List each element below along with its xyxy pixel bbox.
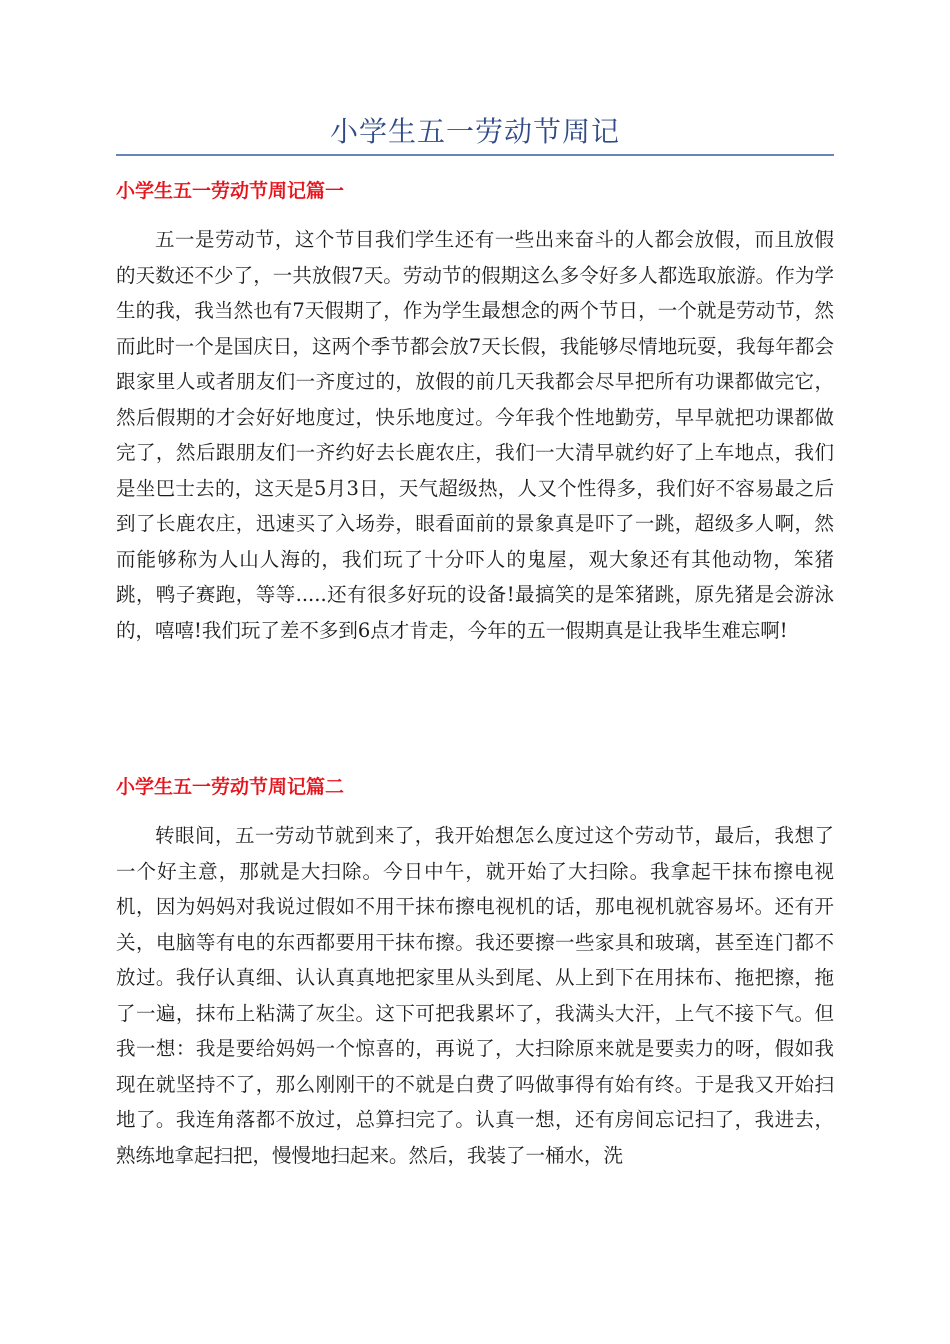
section-paragraph-2: 转眼间，五一劳动节就到来了，我开始想怎么度过这个劳动节，最后，我想了一个好主意，那就是大扫除。今日中午，就开始了大扫除。我拿起干抹布擦电视机，因为妈妈对我说过假如不用干抹布擦电视机的话，那电视机就容易坏。还有开关，电脑等有电的东西都要用干抹布擦。我还要擦一些家具和玻璃，甚至连门都不放过。我仔认真细、认认真真地把家里从头到尾、从上到下在用抹布、拖把擦，拖了一遍，抹布上粘满了灰尘。这下可把我累坏了，我满头大汗，上气不接下气。但我一想：我是要给妈妈一个惊喜的，再说了，大扫除原来就是要卖力的呀，假如我现在就坚持不了，那么刚刚干的不就是白费了吗做事得有始有终。于是我又开始扫地了。我连角落都不放过，总算扫完了。认真一想，还有房间忘记扫了，我进去，熟练地拿起扫把，慢慢地扫起来。然后，我装了一桶水，洗	[116, 824, 834, 1167]
section-paragraph-1: 五一是劳动节，这个节目我们学生还有一些出来奋斗的人都会放假，而且放假的天数还不少了，一共放假7天。劳动节的假期这么多令好多人都选取旅游。作为学生的我，我当然也有7天假期了，作为学生最想念的两个节日，一个就是劳动节，然而此时一个是国庆日，这两个季节都会放7天长假，我能够尽情地玩耍，我每年都会跟家里人或者朋友们一齐度过的，放假的前几天我都会尽早把所有功课都做完它，然后假期的才会好好地度过，快乐地度过。今年我个性地勤劳，早早就把功课都做完了，然后跟朋友们一齐约好去长鹿农庄，我们一大清早就约好了上车地点，我们是坐巴士去的，这天是5月3日，天气超级热，人又个性得多，我们好不容易最之后到了长鹿农庄，迅速买了入场券，眼看面前的景象真是吓了一跳，超级多人啊，然而能够称为人山人海的，我们玩了十分吓人的鬼屋，观大象还有其他动物，笨猪跳，鸭子赛跑，等等.....还有很多好玩的设备!最搞笑的是笨猪跳，原先猪是会游泳的，嘻嘻!我们玩了差不多到6点才肯走，今年的五一假期真是让我毕生难忘啊!	[116, 228, 834, 642]
document-title: 小学生五一劳动节周记	[329, 115, 620, 148]
section-heading-2: 小学生五一劳动节周记篇二	[116, 776, 345, 798]
section-heading-1: 小学生五一劳动节周记篇一	[116, 180, 345, 202]
title-underline	[116, 154, 834, 156]
